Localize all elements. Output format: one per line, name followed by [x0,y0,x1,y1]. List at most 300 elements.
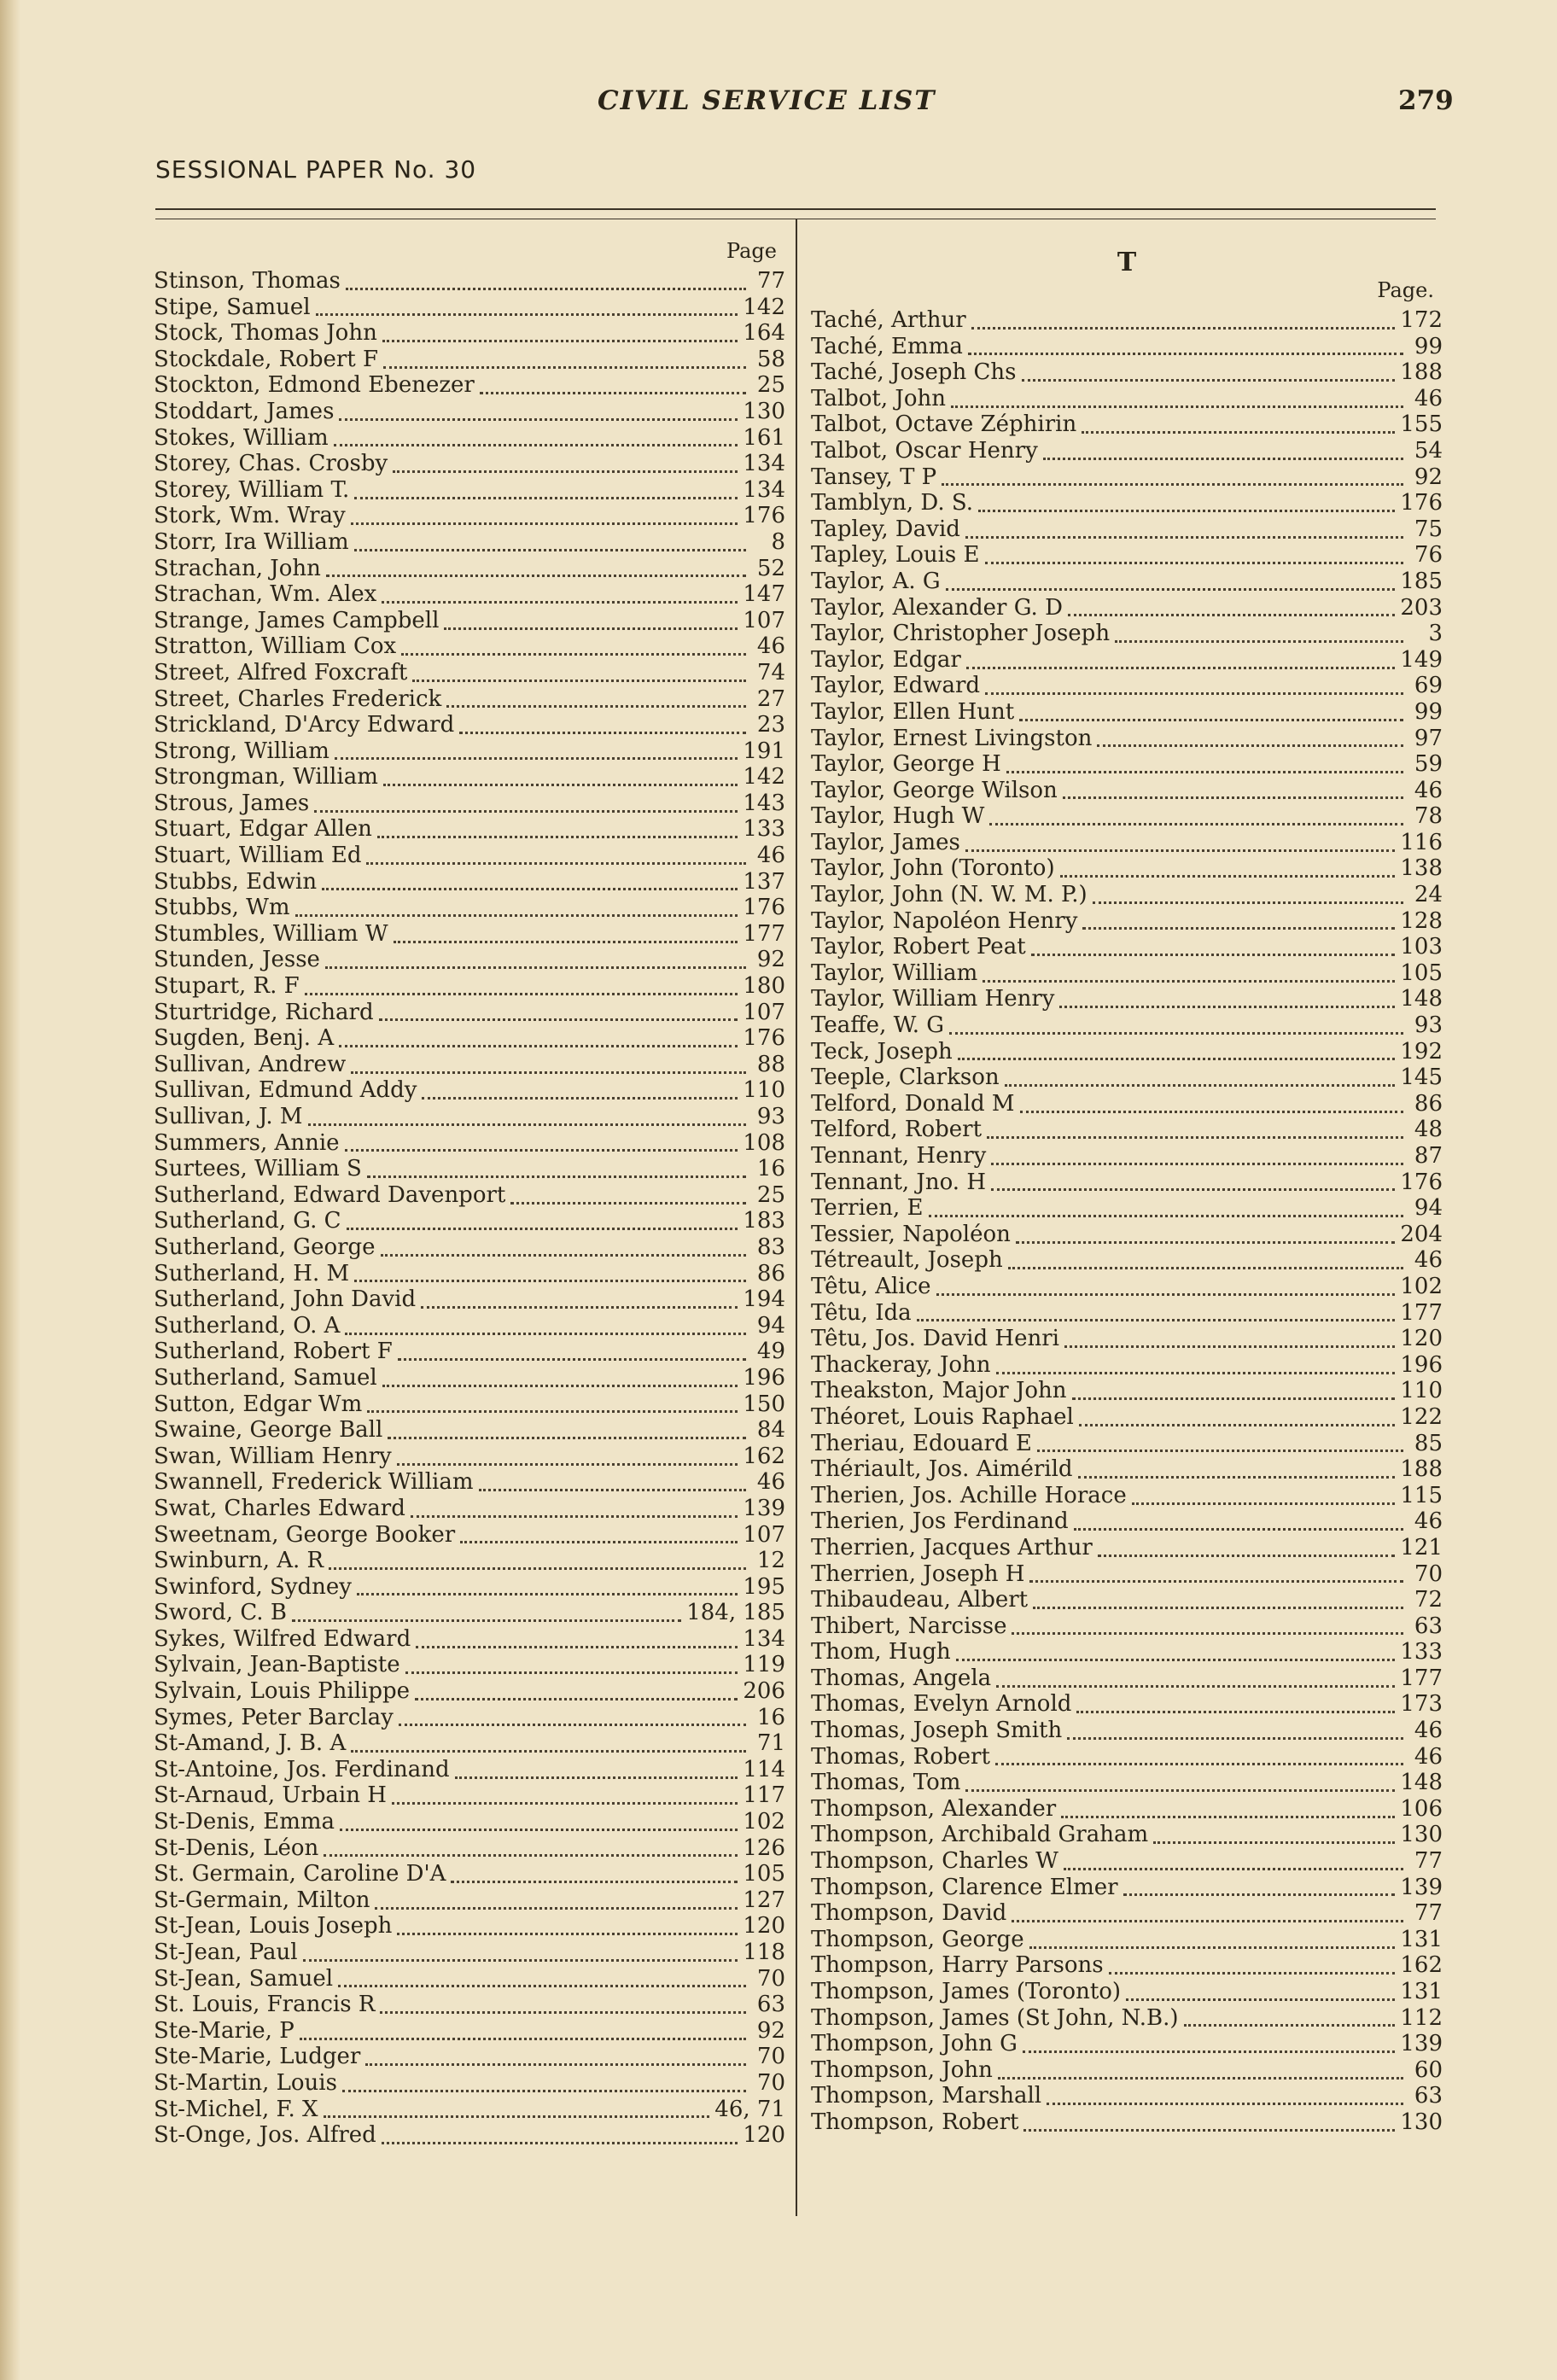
entry-name: Taylor, Hugh W [811,803,985,830]
page-binding-edge [0,0,20,2380]
section-letter: T [1117,248,1137,277]
dot-leader [1067,1729,1403,1740]
index-entry [154,503,785,529]
entry-name: Thériault, Jos. Aimérild [811,1456,1073,1483]
dot-leader [367,1167,746,1178]
entry-page: 102 [743,1809,785,1835]
index-entry [154,1025,785,1052]
index-entry [154,1522,785,1549]
entry-page: 70 [756,2044,785,2070]
index-entry [154,1000,785,1026]
dot-leader [339,410,738,421]
entry-page: 184, 185 [686,1600,785,1626]
index-entry [154,1940,785,1966]
entry-name: Thibaudeau, Albert [811,1587,1029,1613]
entry-page: 176 [743,503,785,529]
entry-name: Swinburn, A. R [154,1548,324,1574]
entry-name: St-Michel, F. X [154,2096,318,2122]
entry-page: 142 [743,294,785,320]
entry-page: 118 [743,1940,785,1965]
dot-leader [1023,2120,1395,2132]
entry-page: 114 [743,1756,785,1782]
entry-page: 46 [1414,777,1443,803]
entry-page: 204 [1400,1221,1443,1247]
entry-page: 46 [1414,385,1443,411]
running-header [0,85,1557,128]
index-entry [154,347,785,373]
entry-name: St-Jean, Paul [154,1940,298,1965]
dot-leader [339,1036,738,1047]
index-entry [811,1012,1443,1039]
entry-name: Sykes, Wilfred Edward [154,1625,411,1652]
dot-leader [1132,1494,1396,1505]
dot-leader [942,475,1403,486]
dot-leader [340,1820,738,1831]
entry-page: 117 [743,1782,785,1809]
index-entry [811,882,1443,908]
entry-page: 99 [1414,698,1443,725]
entry-name: Sword, C. B [154,1600,287,1626]
entry-page: 172 [1400,307,1443,333]
dot-leader [399,1715,746,1726]
entry-page: 130 [1400,1822,1443,1848]
dot-leader [354,540,746,551]
dot-leader [305,984,738,995]
entry-name: Sweetnam, George Booker [154,1521,456,1548]
entry-name: St-Amand, J. B. A [154,1730,347,1757]
index-entry [811,1535,1443,1561]
entry-page: 69 [1414,673,1443,699]
entry-page: 59 [1414,751,1443,778]
index-entry [154,1678,785,1705]
index-entry [811,803,1443,830]
entry-page: 49 [756,1339,785,1365]
index-entry [811,1875,1443,1901]
entry-name: Symes, Peter Barclay [154,1704,394,1730]
entry-name: Swannell, Frederick William [154,1469,474,1496]
entry-name: Thomas, Robert [811,1743,990,1770]
index-entry [154,660,785,686]
entry-page: 27 [756,685,785,712]
entry-name: Taylor, William Henry [811,986,1055,1012]
entry-page: 131 [1400,1926,1443,1952]
dot-leader [397,1455,738,1466]
dot-leader [325,958,746,969]
dot-leader [382,331,738,342]
entry-name: St-Martin, Louis [154,2069,337,2096]
index-entry [154,372,785,399]
dot-leader [346,279,746,290]
entry-page: 195 [743,1573,785,1600]
index-entry [811,1143,1443,1170]
index-entry [811,1352,1443,1379]
index-entry [154,320,785,347]
entry-page: 164 [743,320,785,347]
index-entry [154,295,785,321]
entry-name: Taylor, Edward [811,673,981,699]
index-entry [154,451,785,477]
entry-page: 206 [743,1678,785,1705]
entry-page: 177 [743,920,785,947]
entry-name: Théoret, Louis Raphael [811,1403,1074,1430]
entry-name: Talbot, Octave Zéphirin [811,411,1077,438]
dot-leader [405,1663,738,1674]
entry-name: Sullivan, Edmund Addy [154,1077,417,1104]
page-number: 279 [1398,85,1454,116]
entry-page: 194 [743,1286,785,1313]
index-entry [154,1574,785,1601]
entry-page: 119 [743,1652,785,1678]
index-entry [811,1483,1443,1509]
index-entry [811,908,1443,935]
index-entry [154,790,785,817]
entry-page: 72 [1414,1587,1443,1613]
entry-name: Street, Alfred Foxcraft [154,659,408,685]
entry-name: Tansey, T P [811,464,937,490]
dot-leader [1082,919,1395,930]
entry-page: 120 [743,1913,785,1940]
dot-leader [335,749,738,760]
entry-page: 70 [756,2069,785,2096]
dot-leader [1097,736,1403,747]
entry-name: Thomas, Joseph Smith [811,1718,1063,1744]
index-entry [154,2097,785,2123]
entry-name: Therien, Jos Ferdinand [811,1508,1069,1535]
entry-page: 63 [756,1992,785,2018]
dot-leader [1076,1702,1395,1713]
index-entry [811,778,1443,804]
entry-name: Teeple, Clarkson [811,1065,1000,1091]
index-entry [154,1313,785,1339]
entry-name: Therrien, Joseph H [811,1560,1025,1587]
entry-page: 133 [1400,1639,1443,1665]
entry-name: Stuart, Edgar Allen [154,816,372,843]
entry-name: Stipe, Samuel [154,294,311,320]
dot-leader [1153,1833,1395,1844]
entry-page: 108 [743,1129,785,1156]
entry-name: Sutherland, Samuel [154,1364,377,1391]
dot-leader [965,528,1403,539]
index-entry [154,2044,785,2070]
entry-name: St-Denis, Léon [154,1835,319,1861]
entry-name: Taylor, George H [811,751,1001,778]
index-entry [811,1170,1443,1196]
entry-name: Stuart, William Ed [154,843,362,869]
entry-name: Sutton, Edgar Wm [154,1391,363,1417]
dot-leader [951,397,1403,408]
entry-page: 12 [756,1548,785,1574]
entry-page: 126 [743,1835,785,1861]
entry-name: Thompson, George [811,1926,1024,1952]
entry-name: Storey, Chas. Crosby [154,451,388,477]
dot-leader [978,501,1395,512]
entry-name: Stunden, Jesse [154,947,320,973]
entry-page: 77 [1414,1900,1443,1927]
index-entry [154,2070,785,2097]
entry-name: Theakston, Major John [811,1378,1067,1404]
index-entry [154,1966,785,1992]
entry-name: Sylvain, Jean-Baptiste [154,1652,400,1678]
dot-leader [1126,1990,1395,2001]
index-entry [154,1757,785,1783]
index-entry [811,1117,1443,1143]
entry-name: Stock, Thomas John [154,320,377,347]
entry-name: Stoddart, James [154,398,335,424]
entry-page: 176 [743,895,785,921]
entry-page: 52 [756,555,785,581]
index-entry [811,307,1443,334]
index-entry [154,1339,785,1365]
entry-page: 77 [1414,1848,1443,1875]
index-entry [811,673,1443,699]
index-entry [154,1261,785,1287]
dot-leader [1031,945,1396,956]
entry-page: 46 [1414,1247,1443,1274]
index-entry [154,2018,785,2045]
entry-name: Sullivan, J. M [154,1104,303,1129]
entry-page: 142 [743,764,785,790]
dot-leader [1068,605,1395,616]
entry-page: 115 [1400,1482,1443,1508]
entry-name: Strongman, William [154,764,378,790]
entry-name: Sylvain, Louis Philippe [154,1678,411,1705]
entry-page: 112 [1400,2004,1443,2031]
entry-page: 134 [743,1625,785,1652]
dot-leader [936,1285,1396,1296]
entry-page: 147 [743,581,785,608]
entry-name: Sullivan, Andrew [154,1051,347,1077]
entry-page: 97 [1414,725,1443,751]
entry-name: Stork, Wm. Wray [154,503,346,529]
entry-name: Taylor, Ernest Livingston [811,725,1093,751]
index-entry [154,1104,785,1130]
entry-page: 150 [743,1391,785,1417]
entry-name: Thompson, John [811,2056,993,2083]
dot-leader [351,1741,746,1753]
entry-page: 46, 71 [714,2096,785,2122]
index-entry [154,1444,785,1470]
entry-page: 46 [1414,1718,1443,1744]
entry-page: 107 [743,999,785,1025]
entry-page: 188 [1400,1456,1443,1483]
entry-name: Thompson, Clarence Elmer [811,1874,1118,1900]
index-entry [811,1222,1443,1248]
entry-name: Sutherland, H. M [154,1260,350,1286]
entry-page: 23 [756,712,785,738]
index-entry [154,947,785,973]
entry-name: Tétreault, Joseph [811,1247,1003,1274]
entry-name: Thomas, Angela [811,1665,992,1691]
dot-leader [480,383,746,394]
header-rule [155,208,1436,210]
entry-name: Summers, Annie [154,1129,340,1156]
index-entry [154,1887,785,1914]
dot-leader [392,1794,738,1805]
dot-leader [394,932,738,943]
index-entry [154,1052,785,1078]
dot-leader [300,2029,746,2040]
dot-leader [379,1010,738,1021]
entry-page: 192 [1400,1038,1443,1065]
entry-page: 138 [1400,855,1443,882]
entry-name: Telford, Robert [811,1117,983,1143]
dot-leader [367,1402,738,1413]
index-entry [811,621,1443,647]
entry-name: Telford, Donald M [811,1090,1015,1117]
entry-page: 139 [743,1495,785,1521]
index-entry [811,1561,1443,1588]
entry-page: 70 [1414,1560,1443,1587]
entry-page: 102 [1400,1273,1443,1299]
entry-page: 188 [1400,359,1443,386]
entry-name: Stubbs, Edwin [154,868,318,895]
entry-page: 155 [1400,411,1443,438]
entry-name: Tennant, Jno. H [811,1169,986,1195]
index-entry [154,1600,785,1626]
dot-leader [966,658,1396,669]
dot-leader [354,488,738,499]
index-entry [811,647,1443,674]
index-entry [154,2122,785,2149]
sessional-paper-label: SESSIONAL PAPER No. 30 [155,155,477,184]
index-entry [811,699,1443,726]
dot-leader [444,619,738,630]
dot-leader [357,1584,738,1595]
page-column-label: Page [726,239,777,263]
entry-page: 48 [1414,1117,1443,1143]
entry-name: Taylor, John (N. W. M. P.) [811,882,1088,908]
dot-leader [929,1206,1403,1217]
entry-page: 78 [1414,803,1443,830]
dot-leader [459,723,746,734]
entry-name: Strickland, D'Arcy Edward [154,712,455,738]
index-entry [154,477,785,504]
dot-leader [949,1024,1403,1035]
index-entry [154,712,785,738]
left-entry-list [154,268,785,2149]
entry-name: Stumbles, William W [154,920,388,947]
entry-page: 139 [1400,1874,1443,1900]
entry-name: Sutherland, George [154,1234,376,1260]
dot-leader [1078,1467,1396,1479]
dot-leader [351,1063,746,1074]
entry-page: 86 [756,1260,785,1286]
index-entry [811,438,1443,464]
entry-name: Sutherland, G. C [154,1208,341,1234]
dot-leader [422,1088,738,1100]
dot-leader [968,344,1403,355]
running-title: CIVIL SERVICE LIST [598,85,936,116]
dot-leader [388,1428,746,1439]
entry-page: 46 [756,633,785,660]
dot-leader [314,802,738,813]
entry-name: Teck, Joseph [811,1038,953,1065]
dot-leader [382,592,738,604]
index-entry [811,1378,1443,1404]
dot-leader [460,1532,738,1543]
entry-name: Têtu, Jos. David Henri [811,1326,1059,1352]
entry-name: Thomas, Tom [811,1770,961,1796]
dot-leader [996,1677,1395,1688]
dot-leader [996,1363,1396,1374]
entry-page: 145 [1400,1065,1443,1091]
entry-page: 85 [1414,1430,1443,1456]
entry-name: Thomas, Evelyn Arnold [811,1691,1072,1718]
entry-page: 134 [743,451,785,477]
entry-page: 77 [756,268,785,294]
dot-leader [380,2003,746,2014]
entry-name: Storey, William T. [154,476,350,503]
index-entry [811,934,1443,960]
index-entry [154,1208,785,1234]
dot-leader [1012,1911,1403,1922]
index-entry [811,1091,1443,1117]
entry-name: Swinford, Sydney [154,1573,352,1600]
index-entry [154,608,785,634]
entry-page: 94 [756,1312,785,1339]
entry-page: 46 [756,843,785,869]
entry-page: 130 [743,398,785,424]
entry-page: 92 [1414,464,1443,490]
entry-name: Sutherland, O. A [154,1312,341,1339]
dot-leader [351,514,738,525]
dot-leader [446,697,746,708]
entry-name: Thom, Hugh [811,1639,951,1665]
entry-name: Theriau, Edouard E [811,1430,1032,1456]
index-entry [811,1587,1443,1613]
dot-leader [411,1507,738,1518]
entry-page: 86 [1414,1090,1443,1117]
entry-page: 25 [756,1181,785,1208]
dot-leader [375,1899,738,1910]
entry-name: Taylor, William [811,960,978,986]
entry-name: Therien, Jos. Achille Horace [811,1482,1127,1508]
entry-name: St. Louis, Francis R [154,1992,376,2018]
entry-name: Taylor, James [811,829,960,855]
dot-leader [956,1650,1396,1661]
entry-page: 143 [743,790,785,816]
index-entry [811,1431,1443,1457]
entry-page: 103 [1400,934,1443,960]
entry-page: 120 [1400,1326,1443,1352]
entry-page: 180 [743,973,785,1000]
dot-leader [326,566,746,577]
entry-name: Stratton, William Cox [154,633,397,660]
dot-leader [345,1140,738,1152]
entry-name: Thompson, Harry Parsons [811,1952,1104,1979]
dot-leader [354,1271,746,1282]
index-entry [811,1456,1443,1483]
dot-leader [989,814,1403,825]
entry-name: Strange, James Campbell [154,607,440,633]
entry-page: 176 [1400,1169,1443,1195]
index-entry [811,1404,1443,1431]
index-entry [154,1234,785,1261]
entry-page: 176 [743,1025,785,1052]
index-entry [811,411,1443,438]
dot-leader [1115,632,1403,643]
index-entry [811,569,1443,595]
index-entry [811,359,1443,386]
dot-leader [983,971,1395,983]
dot-leader [415,1689,738,1700]
index-entry [154,399,785,425]
entry-name: Stinson, Thomas [154,268,341,294]
entry-page: 110 [743,1077,785,1104]
entry-name: Teaffe, W. G [811,1012,945,1039]
index-entry [811,1979,1443,2005]
entry-page: 60 [1414,2056,1443,2083]
